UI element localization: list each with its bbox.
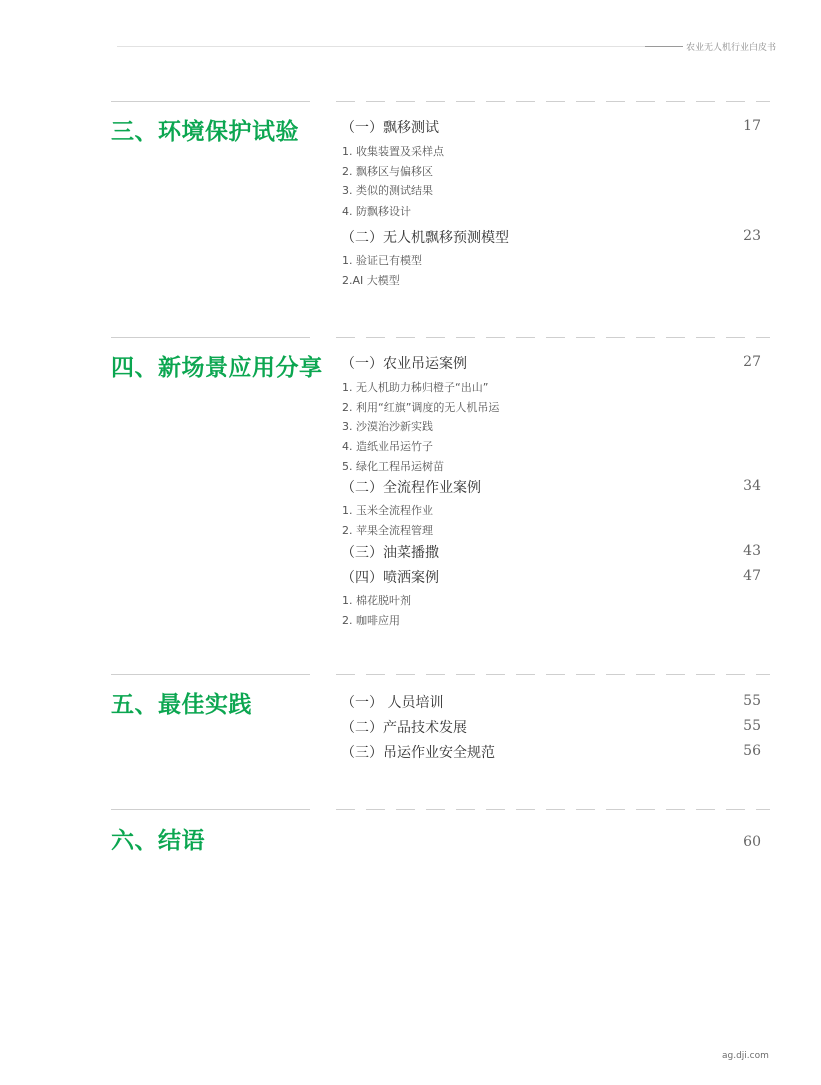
toc-subitem[interactable]: 2.AI 大模型: [342, 274, 400, 287]
section-rule: [111, 101, 310, 102]
toc-entry[interactable]: [341, 542, 761, 564]
entry-page-number: 47: [743, 568, 761, 584]
toc-subitem[interactable]: 3. 沙漠治沙新实践: [342, 420, 433, 433]
section-rule: [111, 674, 310, 675]
section-dashed-rule: [336, 101, 770, 102]
entry-label: （二）全流程作业案例: [341, 480, 481, 496]
entry-page-number: 43: [743, 543, 761, 559]
section-dashed-rule: [336, 337, 770, 338]
toc-subitem[interactable]: 3. 类似的测试结果: [342, 184, 433, 197]
toc-entry[interactable]: [341, 353, 761, 375]
toc-subitem[interactable]: 4. 造纸业吊运竹子: [342, 440, 433, 453]
entry-label: （三）吊运作业安全规范: [341, 745, 495, 761]
toc-entry[interactable]: [341, 117, 761, 139]
toc-entry[interactable]: [341, 567, 761, 589]
entry-label: （一）农业吊运案例: [341, 356, 467, 372]
entry-page-number: 56: [743, 743, 761, 759]
footer-url[interactable]: ag.dji.com: [722, 1051, 769, 1061]
toc-subitem[interactable]: 1. 棉花脱叶剂: [342, 594, 411, 607]
running-header-title: 农业无人机行业白皮书: [686, 43, 777, 53]
entry-label: （三）油菜播撒: [341, 545, 439, 561]
toc-subitem[interactable]: 1. 收集装置及采样点: [342, 145, 444, 158]
entry-label: （四）喷洒案例: [341, 570, 439, 586]
toc-entry[interactable]: [341, 833, 761, 855]
entry-label: （二）产品技术发展: [341, 720, 467, 736]
entry-page-number: 23: [743, 228, 761, 244]
entry-page-number: 34: [743, 478, 761, 494]
toc-subitem[interactable]: 1. 玉米全流程作业: [342, 504, 433, 517]
section-title: 五、最佳实践: [111, 692, 252, 718]
section-dashed-rule: [336, 674, 770, 675]
entry-label: （二）无人机飘移预测模型: [341, 230, 509, 246]
section-dashed-rule: [336, 809, 770, 810]
toc-entry[interactable]: [341, 692, 761, 714]
entry-label: （一） 人员培训: [341, 695, 444, 711]
entry-label: （一）飘移测试: [341, 120, 439, 136]
section-title: 六、结语: [111, 828, 205, 854]
toc-subitem[interactable]: 5. 绿化工程吊运树苗: [342, 460, 444, 473]
toc-subitem[interactable]: 2. 利用“红旗”调度的无人机吊运: [342, 401, 500, 414]
toc-entry[interactable]: [341, 477, 761, 499]
entry-page-number: 60: [743, 834, 761, 850]
toc-subitem[interactable]: 1. 无人机助力秭归橙子“出山”: [342, 381, 489, 394]
entry-page-number: 17: [743, 118, 761, 134]
toc-subitem[interactable]: 2. 苹果全流程管理: [342, 524, 433, 537]
header-rule: [117, 46, 683, 47]
toc-entry[interactable]: [341, 742, 761, 764]
entry-page-number: 55: [743, 718, 761, 734]
toc-entry[interactable]: [341, 227, 761, 249]
toc-subitem[interactable]: 4. 防飘移设计: [342, 205, 411, 218]
toc-entry[interactable]: [341, 717, 761, 739]
section-title: 四、新场景应用分享: [111, 355, 323, 381]
toc-subitem[interactable]: 2. 飘移区与偏移区: [342, 165, 433, 178]
toc-subitem[interactable]: 2. 咖啡应用: [342, 614, 400, 627]
section-title: 三、环境保护试验: [111, 119, 299, 145]
section-rule: [111, 809, 310, 810]
entry-page-number: 27: [743, 354, 761, 370]
section-rule: [111, 337, 310, 338]
header-rule-accent: [645, 46, 683, 47]
toc-subitem[interactable]: 1. 验证已有模型: [342, 254, 422, 267]
entry-page-number: 55: [743, 693, 761, 709]
